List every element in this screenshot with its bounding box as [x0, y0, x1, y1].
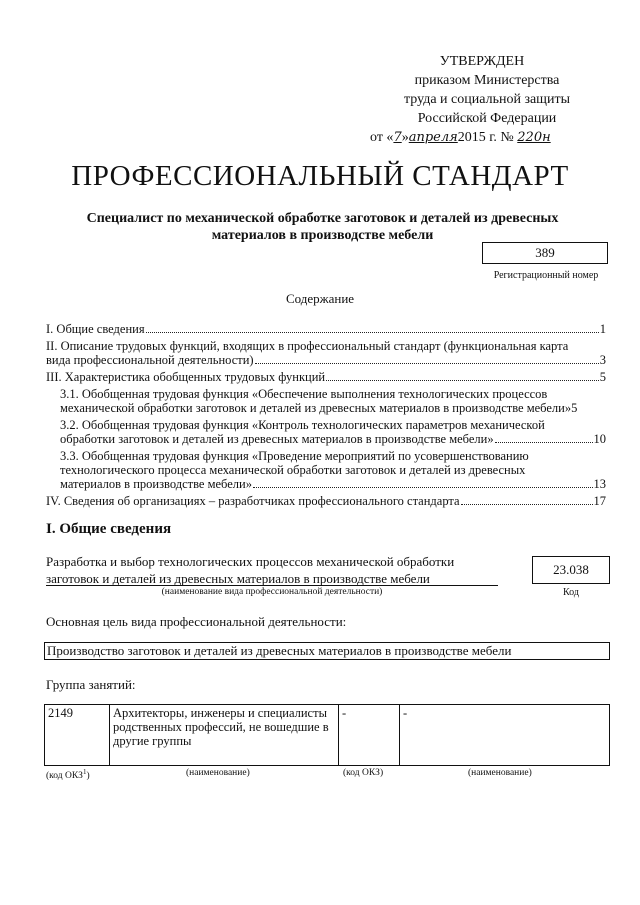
toc-text: материалов в производстве мебели» [60, 477, 252, 491]
standard-name-line: материалов в производстве мебели [211, 228, 434, 243]
date-year: 2015 г. № [457, 130, 514, 145]
order-number: 220н [517, 130, 551, 145]
approval-line: труда и социальной защиты [404, 92, 570, 107]
activity-kind-line: заготовок и деталей из древесных материалов в производстве мебели [46, 571, 430, 586]
occupation-name-cell: Архитекторы, инженеры и специалисты родственных профессий, не вошедшие в другие группы [110, 705, 339, 766]
goal-label: Основная цель вида профессиональной деятельности: [46, 614, 347, 629]
toc-text: I. Общие сведения [46, 322, 145, 336]
caption-text: ) [86, 771, 90, 782]
toc-page: 1 [599, 322, 606, 336]
document-title: ПРОФЕССИОНАЛЬНЫЙ СТАНДАРТ [71, 160, 569, 192]
standard-name-line: Специалист по механической обработке заготовок и деталей из древесных [86, 211, 559, 226]
toc-text: 3.1. Обобщенная трудовая функция «Обеспечение выполнения технологических процессов [60, 387, 548, 401]
table-of-contents [46, 322, 606, 511]
standard-name [50, 210, 595, 244]
activity-code-caption: Код [563, 587, 579, 598]
okz-code-caption [46, 768, 90, 781]
occupation-table [44, 704, 610, 766]
approval-line: Российской Федерации [417, 111, 557, 126]
activity-kind-name [46, 553, 501, 587]
approval-date-line [370, 128, 612, 147]
date-mid: » [401, 130, 409, 145]
toc-text: IV. Сведения об организациях – разработчиках профессионального стандарта [46, 494, 460, 508]
registration-number-label: Регистрационный номер [493, 270, 599, 281]
okz-code-cell: 2149 [45, 705, 110, 766]
toc-page: 3 [599, 353, 606, 367]
toc-text: 3.2. Обобщенная трудовая функция «Контроль технологических параметров механической [60, 418, 545, 432]
occupation-name-cell: - [400, 705, 610, 766]
date-day: 7 [393, 130, 402, 145]
approval-heading: УТВЕРЖДЕН [439, 54, 525, 69]
divider [46, 585, 498, 586]
toc-text: обработки заготовок и деталей из древесных материалов в производстве мебели» [60, 432, 494, 446]
okz-code-caption: (код ОКЗ) [343, 768, 384, 778]
okz-code-cell: - [339, 705, 400, 766]
section-heading: I. Общие сведения [46, 521, 172, 537]
approval-line: приказом Министерства [414, 73, 560, 88]
occupation-name-caption: (наименование) [186, 768, 250, 778]
toc-text: II. Описание трудовых функций, входящих в профессиональный стандарт (функциональная карта [46, 339, 569, 353]
footnote-mark[interactable]: 1 [82, 768, 87, 776]
occupation-name-caption: (наименование) [468, 768, 532, 778]
toc-page: 13 [593, 477, 606, 491]
toc-item[interactable] [46, 494, 606, 508]
toc-item[interactable] [46, 387, 606, 415]
toc-page: 17 [593, 494, 606, 508]
activity-kind-caption: (наименование вида профессиональной деятельности) [161, 587, 383, 597]
toc-page: 5 [571, 401, 578, 415]
activity-kind-line: Разработка и выбор технологических процессов механической обработки [46, 554, 455, 569]
contents-heading: Содержание [285, 291, 355, 306]
caption-text: (код ОКЗ [46, 771, 83, 782]
toc-item[interactable] [46, 418, 606, 446]
date-prefix: от « [370, 130, 394, 145]
toc-item[interactable] [46, 449, 606, 491]
toc-text: механической обработки заготовок и деталей из древесных материалов в производстве мебели» [60, 401, 572, 415]
toc-item[interactable] [46, 339, 606, 367]
toc-text: вида профессиональной деятельности) [46, 353, 254, 367]
toc-item[interactable] [46, 370, 606, 384]
toc-item[interactable] [46, 322, 606, 336]
approval-block [362, 52, 612, 147]
toc-text: технологического процесса механической обработки заготовок и деталей из древесных [60, 463, 526, 477]
toc-page: 10 [593, 432, 606, 446]
toc-text: 3.3. Обобщенная трудовая функция «Проведение мероприятий по усовершенствованию [60, 449, 529, 463]
registration-number-box: 389 [482, 242, 608, 264]
toc-text: III. Характеристика обобщенных трудовых функций [46, 370, 326, 384]
occupation-group-label: Группа занятий: [46, 677, 136, 692]
date-month: апреля [408, 130, 458, 145]
goal-box: Производство заготовок и деталей из древесных материалов в производстве мебели [44, 642, 610, 660]
toc-page: 5 [599, 370, 606, 384]
activity-code-box: 23.038 [532, 556, 610, 584]
table-row [45, 705, 610, 766]
